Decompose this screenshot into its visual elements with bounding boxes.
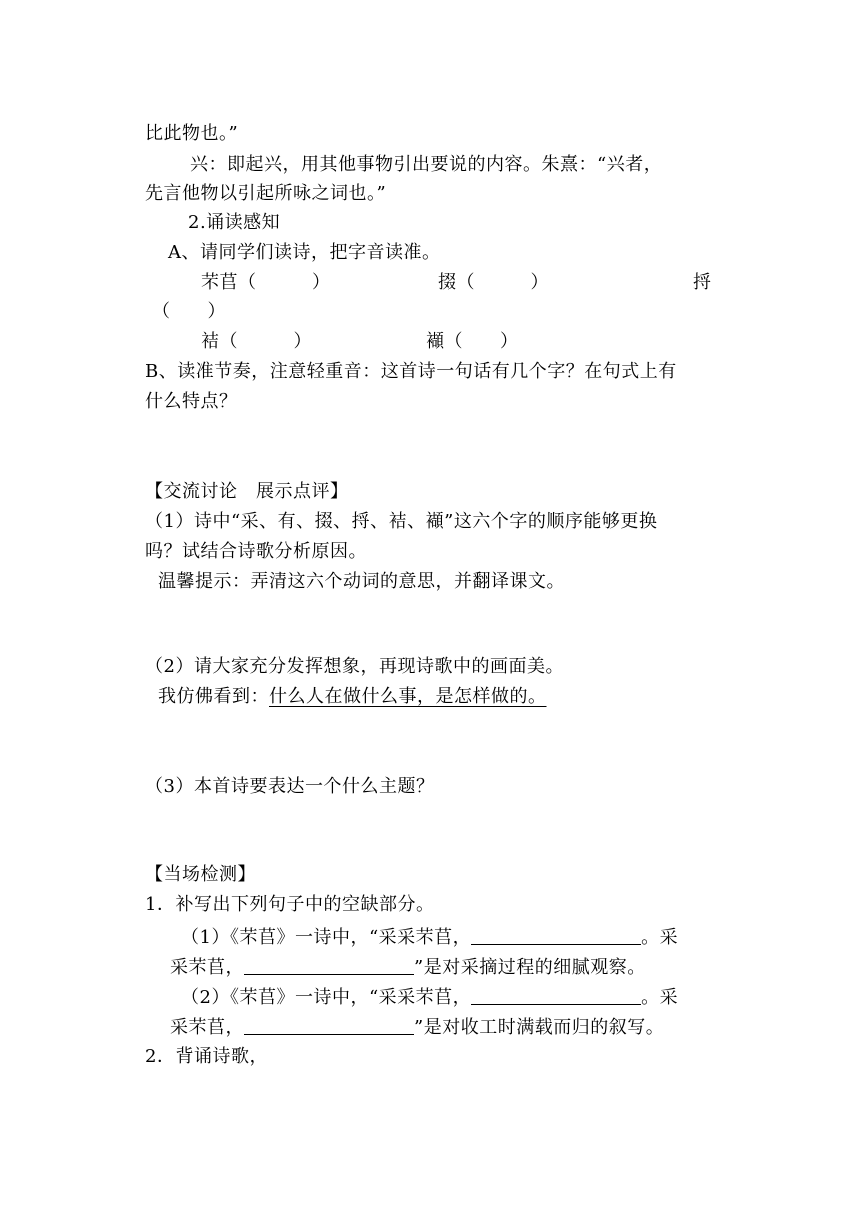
tip-line: 温馨提示：弄清这六个动词的意思，并翻译课文。 xyxy=(158,571,565,592)
answer-blank[interactable] xyxy=(244,1016,414,1035)
instruction-line: B、读准节奏，注意轻重音：这首诗一句话有几个字？在句式上有 xyxy=(145,361,677,382)
pronunciation-item: 袺（ ） xyxy=(201,331,312,352)
pronunciation-item: 芣苢（ ） xyxy=(201,272,331,293)
section-title: 【交流讨论 展示点评】 xyxy=(145,481,349,502)
answer-blank[interactable] xyxy=(471,926,641,945)
fill-line xyxy=(170,1016,664,1039)
question-line: （1）诗中“采、有、掇、捋、袺、襭”这六个字的顺序能够更换 xyxy=(145,511,658,532)
paragraph-line: 比此物也。” xyxy=(145,123,239,144)
paragraph-line: 兴：即起兴，用其他事物引出要说的内容。朱熹：“兴者， xyxy=(190,154,663,175)
answer-prefix: 我仿佛看到： xyxy=(158,686,269,707)
pronunciation-item: 襭（ ） xyxy=(426,331,519,352)
fill-line xyxy=(181,926,678,949)
section-heading: 2.诵读感知 xyxy=(188,212,281,233)
paragraph-line: 先言他物以引起所咏之词也。” xyxy=(145,183,387,204)
pronunciation-item: 捋 xyxy=(693,272,712,293)
fill-line xyxy=(181,986,678,1009)
answer-blank[interactable] xyxy=(471,986,641,1005)
pronunciation-blank: （ ） xyxy=(152,301,226,322)
section-title: 【当场检测】 xyxy=(145,864,256,885)
test-item: 1．补写出下列句子中的空缺部分。 xyxy=(145,894,435,915)
fill-text: ”是对采摘过程的细腻观察。 xyxy=(414,957,646,978)
question-line: 吗？试结合诗歌分析原因。 xyxy=(145,541,367,562)
instruction-line: 什么特点？ xyxy=(145,391,238,412)
answer-prompt xyxy=(158,686,547,708)
fill-text: 采芣苢， xyxy=(170,957,244,978)
fill-text: （2）《芣苢》一诗中，“采采芣苢， xyxy=(181,987,472,1008)
fill-text: （1）《芣苢》一诗中，“采采芣苢， xyxy=(181,927,472,948)
fill-text: 采芣苢， xyxy=(170,1017,244,1038)
fill-text: 。采 xyxy=(641,927,679,948)
fill-text: 。采 xyxy=(641,987,679,1008)
answer-blank[interactable] xyxy=(244,956,414,975)
pronunciation-item: 掇（ ） xyxy=(438,272,549,293)
fill-line xyxy=(170,956,646,979)
test-item: 2．背诵诗歌， xyxy=(145,1046,268,1067)
fill-text: ”是对收工时满载而归的叙写。 xyxy=(414,1017,665,1038)
instruction-line: A、请同学们读诗，把字音读准。 xyxy=(168,242,441,263)
question-line: （2）请大家充分发挥想象，再现诗歌中的画面美。 xyxy=(145,656,564,677)
question-line: （3）本首诗要表达一个什么主题？ xyxy=(145,776,435,797)
answer-underlined: 什么人在做什么事，是怎样做的。 xyxy=(269,686,547,707)
